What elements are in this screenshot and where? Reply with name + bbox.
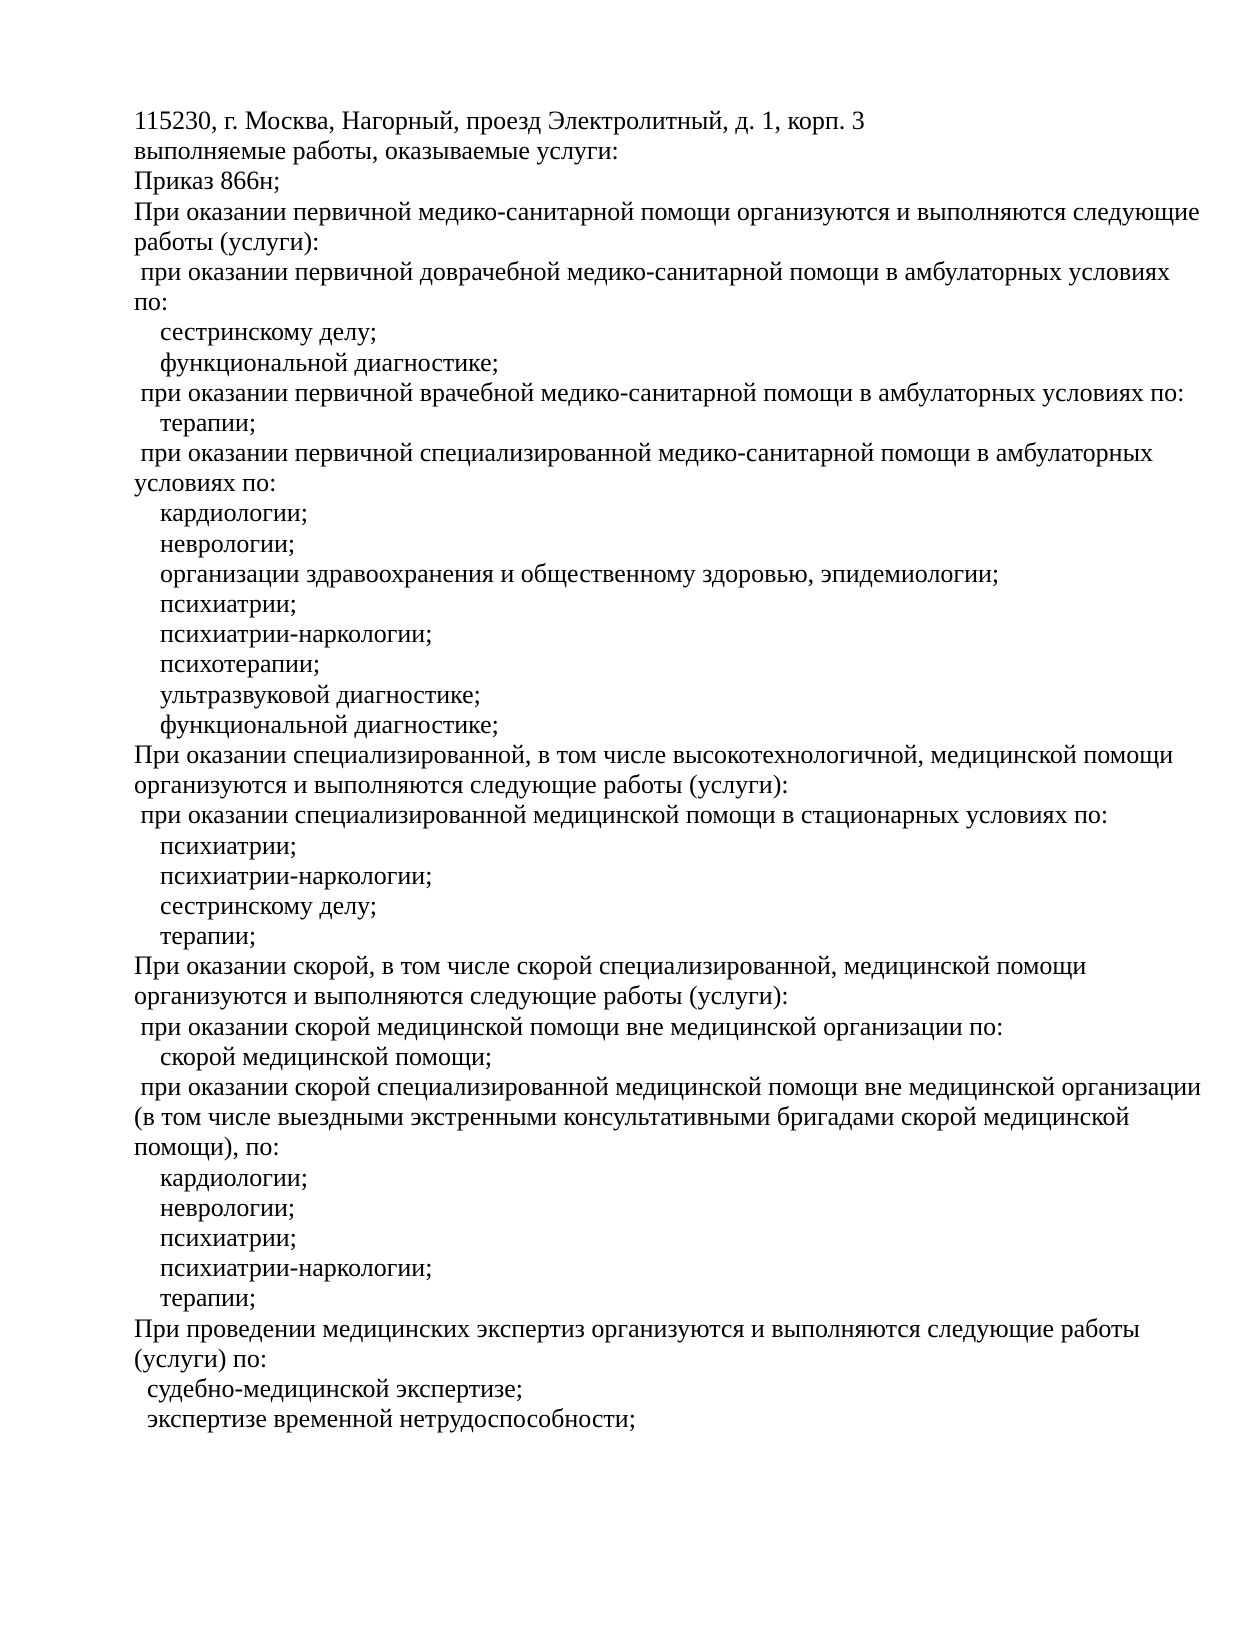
document-line: выполняемые работы, оказываемые услуги: [134, 136, 619, 166]
document-line: психиатрии; [134, 830, 297, 860]
document-line: Приказ 866н; [134, 166, 281, 196]
document-line: скорой медицинской помощи; [134, 1041, 493, 1071]
document-line: организуются и выполняются следующие работы (услуги): [134, 770, 789, 800]
document-line: при оказании скорой специализированной медицинской помощи вне медицинской организации [134, 1072, 1202, 1101]
document-line: терапии; [134, 1283, 257, 1313]
document-line: условиях по: [134, 468, 277, 498]
document-line: работы (услуги): [134, 226, 320, 256]
document-line: При оказании скорой, в том числе скорой специализированной, медицинской помощи [134, 951, 1087, 981]
document-line: неврологии; [134, 1192, 296, 1222]
document-line: неврологии; [134, 528, 296, 558]
document-line: кардиологии; [134, 1162, 308, 1192]
document-line: психотерапии; [134, 649, 321, 679]
document-line: При оказании первичной медико-санитарной помощи организуются и выполняются следующие [134, 196, 1200, 226]
document-line: по: [134, 287, 169, 317]
document-line: функциональной диагностике; [134, 709, 499, 739]
document-line: организации здравоохранения и общественному здоровью, эпидемиологии; [134, 558, 1000, 588]
document-line: психиатрии-наркологии; [134, 1253, 433, 1283]
document-line: при оказании скорой медицинской помощи вне медицинской организации по: [134, 1011, 1004, 1041]
document-line: функциональной диагностике; [134, 347, 499, 377]
document-line: кардиологии; [134, 498, 308, 528]
document-line: организуются и выполняются следующие работы (услуги): [134, 981, 789, 1011]
document-line: При проведении медицинских экспертиз организуются и выполняются следующие работы [134, 1313, 1140, 1343]
document-line: 115230, г. Москва, Нагорный, проезд Электролитный, д. 1, корп. 3 [134, 106, 865, 135]
document-line: при оказании специализированной медицинской помощи в стационарных условиях по: [134, 800, 1109, 830]
document-line: экспертизе временной нетрудоспособности; [134, 1404, 636, 1434]
license-services-text-block [134, 106, 1214, 1434]
document-line: (услуги) по: [134, 1343, 268, 1373]
document-line: При оказании специализированной, в том числе высокотехнологичной, медицинской помощи [134, 739, 1174, 769]
document-line: психиатрии-наркологии; [134, 619, 433, 649]
document-line: при оказании первичной доврачебной медико-санитарной помощи в амбулаторных условиях [134, 256, 1171, 286]
document-line: психиатрии; [134, 1222, 297, 1252]
document-line: терапии; [134, 921, 257, 951]
document-line: терапии; [134, 407, 257, 437]
document-line: ультразвуковой диагностике; [134, 679, 481, 709]
document-line: (в том числе выездными экстренными консультативными бригадами скорой медицинской [134, 1102, 1130, 1132]
document-line: сестринскому делу; [134, 317, 378, 347]
document-line: судебно-медицинской экспертизе; [134, 1373, 524, 1403]
document-line: психиатрии-наркологии; [134, 860, 433, 890]
document-line: сестринскому делу; [134, 890, 378, 920]
document-line: при оказании первичной врачебной медико-санитарной помощи в амбулаторных условиях по: [134, 377, 1185, 407]
document-line: при оказании первичной специализированной медико-санитарной помощи в амбулаторных [134, 438, 1154, 468]
document-line: помощи), по: [134, 1132, 280, 1162]
document-line: психиатрии; [134, 589, 297, 618]
